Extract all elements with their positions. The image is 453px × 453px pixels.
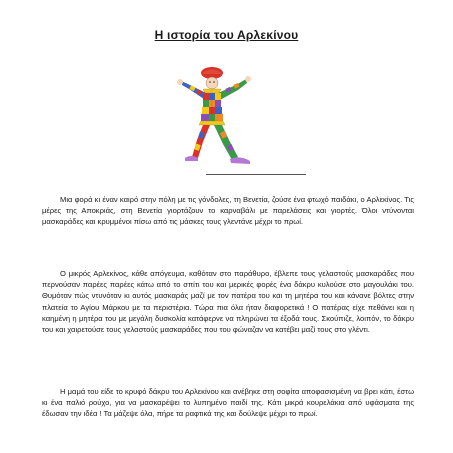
harlequin-illustration bbox=[170, 62, 282, 182]
page-title: Η ιστορία του Αρλεκίνου bbox=[154, 28, 299, 42]
ground-line bbox=[206, 174, 306, 175]
story-paragraph-2: Ο μικρός Αρλεκίνος, κάθε απόγευμα, καθόταν στο παράθυρο, έβλεπε τους γελαστούς μασκαράδες που περνούσαν παρέες παρέες κάτω από το σπίτι του και μερικές φορές ένα δάκρυ κυλούσε στο μαγουλάκι του. Θυμόταν πώς ντυνόταν κι αυτός μασκαράς μαζί με τον πατέρα του και τη μητέρα του και κάνανε βόλτες στην πλατεία το Αγίου Μάρκου με τα περιστέρια. Τώρα πια όλα ήταν διαφορετικά ! Ο πατέρας είχε πεθάνει και η καημένη η μητέρα του με μεγάλη δυσκολία κατάφερνε να πληρώνει τα έξοδά τους. Σκούπιζε, λοιπόν, το δάκρυ του και χαιρετούσε τους γελαστούς μασκαράδες που του φώναζαν να κατέβει μαζί τους στο γλέντι. bbox=[42, 269, 414, 335]
story-paragraph-1: Μια φορά κι έναν καιρό στην πόλη με τις γόνδολες, τη Βενετία, ζούσε ένα φτωχό παιδάκι, ο Αρλεκίνος. Τις μέρες της Αποκριάς, στη Βενετία γιορτάζουν το καρναβάλι με παρελάσεις και γιορτές. Όλοι ντύνονται μασκαράδες και κρυμμένοι πίσω από τις μάσκες τους γλεντάνε μέχρι το πρωί. bbox=[42, 195, 414, 227]
harlequin-figure bbox=[170, 62, 282, 182]
story-paragraph-3: Η μαμά του είδε το κρυφό δάκρυ του Αρλεκίνου και ανέβηκε στη σοφίτα αποφασισμένη να βρει κάτι, έστω κι ένα παλιό ρούχο, για να μασκαρέψει το λυπημένο παιδί της. Κάτι μικρά κουρελάκια από υφάσματα της έδωσαν την ιδέα ! Τα μάζεψε όλα, πήρε τα ραφτικά της και δούλεψε μέχρι το πρωί. bbox=[42, 387, 414, 419]
